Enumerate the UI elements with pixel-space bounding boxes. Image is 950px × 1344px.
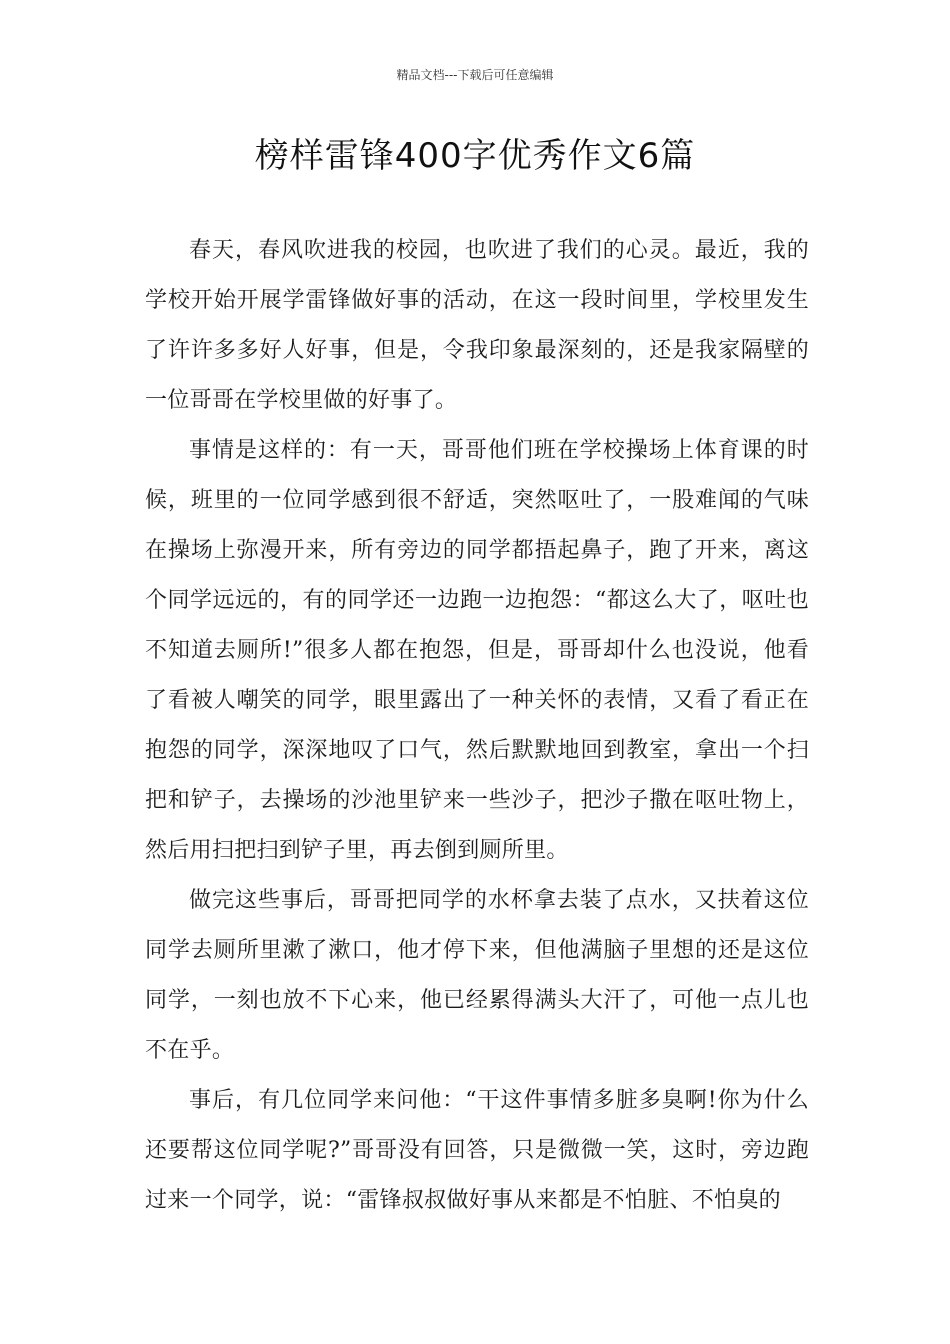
document-body <box>145 226 809 1226</box>
paragraph: 做完这些事后，哥哥把同学的水杯拿去装了点水，又扶着这位同学去厕所里漱了漱口，他才停下来，但他满脑子里想的还是这位同学，一刻也放不下心来，他已经累得满头大汗了，可他一点儿也不在乎。 <box>145 888 809 1063</box>
paragraph: 春天，春风吹进我的校园，也吹进了我们的心灵。最近，我的学校开始开展学雷锋做好事的活动，在这一段时间里，学校里发生了许许多多好人好事，但是，令我印象最深刻的，还是我家隔壁的一位哥哥在学校里做的好事了。 <box>145 238 809 413</box>
paragraph: 事情是这样的：有一天，哥哥他们班在学校操场上体育课的时候，班里的一位同学感到很不舒适，突然呕吐了，一股难闻的气味在操场上弥漫开来，所有旁边的同学都捂起鼻子，跑了开来，离这个同学远远的，有的同学还一边跑一边抱怨：“都这么大了，呕吐也不知道去厕所!”很多人都在抱怨，但是，哥哥却什么也没说，他看了看被人嘲笑的同学，眼里露出了一种关怀的表情，又看了看正在抱怨的同学，深深地叹了口气，然后默默地回到教室，拿出一个扫把和铲子，去操场的沙池里铲来一些沙子，把沙子撒在呕吐物上，然后用扫把扫到铲子里，再去倒到厕所里。 <box>145 438 809 863</box>
header-note: 精品文档---下载后可任意编辑 <box>396 68 554 82</box>
document-title: 榜样雷锋400字优秀作文6篇 <box>254 136 696 176</box>
paragraph: 事后，有几位同学来问他：“干这件事情多脏多臭啊!你为什么还要帮这位同学呢?”哥哥没有回答，只是微微一笑，这时，旁边跑过来一个同学，说：“雷锋叔叔做好事从来都是不怕脏、不怕臭的 <box>145 1088 809 1213</box>
